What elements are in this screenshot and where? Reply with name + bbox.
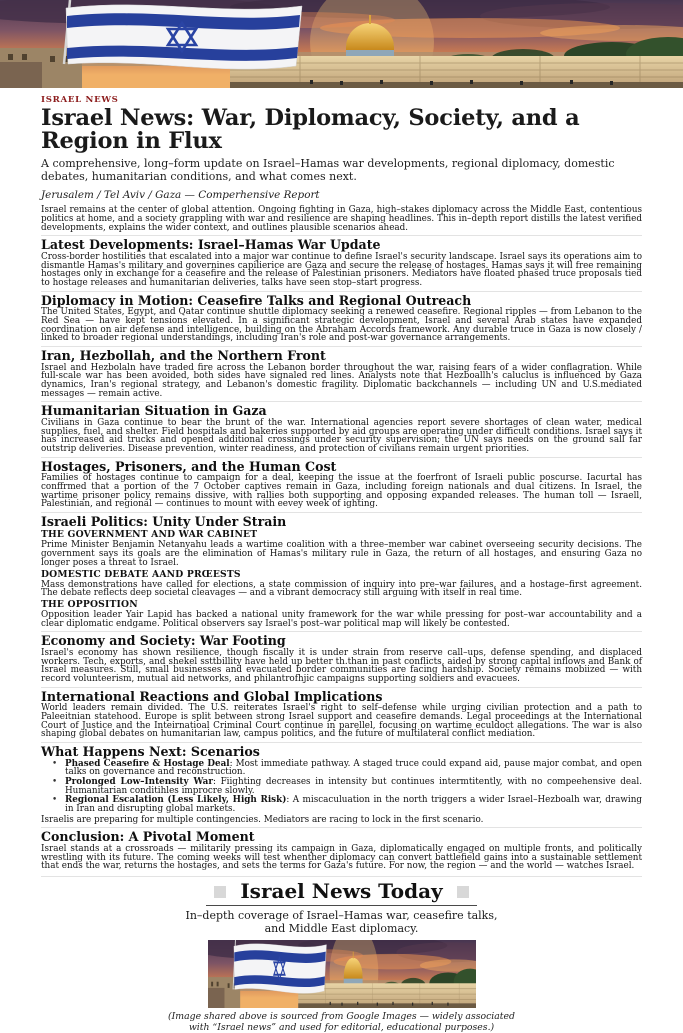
image-caption-line1: (Image shared above is sourced from Google Images — widely associated [167, 1010, 515, 1022]
section-heading: Israeli Politics: Unity Under Strain [41, 513, 287, 529]
page-title: Israel News: War, Diplomacy, Society, and a Region in Flux [41, 105, 580, 155]
section-economy [41, 631, 642, 683]
section-international [41, 687, 642, 739]
scenario-closing: Israelis are preparing for multiple contingencies. Mediators are racing to lock in the first scenario. [41, 814, 484, 825]
section-body: Cross-border hostilities that escalated into a major war continue to define Israel's security landscape. Israel says its operations aim to dismantle Hamas's military and governines capilierice are Gaza and secure the release of hostages. Hamas says it will free remaining hostages only in exchange for a ceasefire and the release of Palestinian prisoners. Mediators have floated phased truce proposals tied to hostage releases and humanitarian deliveries, talks have seen stop–start progress. [41, 251, 642, 288]
section-conclusion [41, 827, 642, 871]
section-heading: Humanitarian Situation in Gaza [41, 403, 267, 419]
section-heading: Latest Developments: Israel–Hamas War Update [41, 237, 381, 253]
section-body: Families of hostages continue to campaign for a deal, keeping the issue at the foerfront of Israeli public poscurse. Iacurtal has conffrmed that a portion of the 7 October captives remain in Gaza, including foreign nationals and dual citizens. In Israel, the wartime prisoner policy remains dissive, with rallies both supporting and opposing expanded releases. The human toll — Israell, Palestinian, and regional — continues to mount with eevey week of ighting. [41, 473, 642, 510]
section-scenarios [41, 742, 642, 824]
section-heading: Iran, Hezbollah, and the Northern Front [41, 348, 326, 364]
scenario-text: : Fiighting decreases in intensity but continues intermtitently, with no compeehensive deal. Humanitarian conditihles improcre slowly. [65, 776, 642, 796]
decorative-square-left [214, 886, 226, 898]
scenario-text: : Most immediate pathway. A staged truce could expand aid, pause major combat, and open talks on governance and reconstruction. [65, 758, 642, 778]
section-northern-front [41, 346, 642, 398]
footer [41, 876, 642, 1033]
footer-tagline-line1: In–depth coverage of Israel–Hamas war, ceasefire talks, [185, 909, 498, 923]
section-body: World leaders remain divided. The U.S. reiterates Israel's right to self–defense while urging civilian protection and a path to Paleeitnian statehood. Europe is split between strong Israel support and ceasefire demands. Legal proceedings at the International Court of Justice and the Inteirnatioal Criminal Court continue in parellel, focusing on wartime eculdoct allegations. The war is also shaping global debates on humanitarian law, campus politics, and the future of multilateral conflict mediation. [41, 703, 642, 740]
subsection-body: Mass demonstrations have called for elections, a state commission of inquiry into pre–war failures, and a hostage–first agreement. The debate reflects deep societal cleavages — and a vibrant democracy still arguing with itself in real time. [41, 579, 642, 599]
scenario-item [65, 796, 642, 813]
section-latest-developments [41, 235, 642, 287]
section-heading: Conclusion: A Pivotal Moment [41, 829, 255, 845]
scenario-item [65, 778, 642, 795]
section-heading: Hostages, Prisoners, and the Human Cost [41, 458, 337, 474]
section-heading: International Reactions and Global Implications [41, 688, 383, 704]
section-hostages [41, 457, 642, 509]
scenario-item [65, 760, 642, 777]
section-israeli-politics [41, 512, 642, 628]
section-body: Civilians in Gaza continue to bear the brunt of the war. International agencies report severe shortages of clean water, medical supplies, fuel, and shelter. Field hospitals and bakeries supported by aid groups are operating under difficult conditions. Israel says it has increased aid trucks and opened additional crossings under security supervision; the UN says needs on the ground sall far outstrip deliveries. Disease prevention, winter readiness, and protection of civilians remain urgent priorities. [41, 417, 642, 454]
section-heading: What Happens Next: Scenarios [41, 744, 260, 759]
image-caption [127, 1011, 557, 1033]
hero-image-jerusalem-flag [0, 0, 683, 88]
byline: Jerusalem / Tel Aviv / Gaza — Comperhensive Report [41, 189, 320, 202]
subsection-label: DOMESTIC DEBATE AAND PRŒESTS [41, 568, 241, 580]
subsection-label: THE OPPOSITION [41, 598, 138, 610]
section-diplomacy [41, 291, 642, 343]
subsection-label: THE GOVERNMENT AND WAR CABINET [41, 529, 258, 541]
kicker-label: ISRAEL NEWS [41, 95, 119, 105]
footer-title: Israel News Today [240, 879, 443, 904]
section-body: The United States, Egypt, and Qatar continue shuttle diplomacy seeking a renewed ceasefire. Regional ripples — from Lebanon to the Red Sea — have kept tensions elevated. In a significant strategic development, Israel and several Arab states have expanded coordination on air defense and intelligence, building on the Abraham Accords framework. Any durable truce in Gaza is now closely / linked to broader regional understandings, including Iran's role and post-war governance arrangements. [41, 307, 642, 344]
scenario-lead: Regional Escalation (Less Likely, High Risk) [65, 795, 287, 806]
article [0, 88, 683, 1033]
intro-paragraph: Israel remains at the center of global attention. Ongoing fighting in Gaza, high–stakes diplomacy across the Middle East, contentious politics at home, and a society grappling with war and resilience are shaping headlines. This in–depth report distills the latest verified developments, explains the wider context, and outlines plausible scenarios ahead. [41, 205, 642, 233]
section-heading: Economy and Society: War Footing [41, 633, 286, 649]
subsection-body: Prime Minister Benjamin Netanyahu leads a wartime coalition with a three–member war cabinet overseeing security decisions. The government says its goals are the elimination of Hamas's military rule in Gaza, the return of all hostages, and ensuring Gaza no longer poses a threat to Israel. [41, 540, 642, 568]
footer-tagline-line2: and Middle East diplomacy. [264, 922, 419, 936]
section-body: Israel stands at a crossroads — militarily pressing its campaign in Gaza, diplomatically engaged on multiple fronts, and politically wrestling with its future. The coming weeks will test whenther diplomacy can convert battlefield gains into a sustainable settlement that ends the war, returns the hostages, and sets the terms for Gaza's future. For now, the region — and the world — watches Israel. [41, 843, 642, 872]
scenario-text: : A miscaculuation in the north triggers a wider Israel–Hezboalh war, drawing in Iran and disrupting global markets. [65, 795, 643, 815]
scenario-lead: Phased Ceasefire & Hostage Deal [65, 758, 230, 769]
section-humanitarian [41, 401, 642, 453]
scenario-list [41, 760, 642, 814]
section-heading: Diplomacy in Motion: Ceasefire Talks and Regional Outreach [41, 292, 472, 308]
footer-image-jerusalem-flag [208, 940, 476, 1008]
image-caption-line2: with “Israel news” and used for editorial, educational purposes.) [188, 1022, 495, 1033]
footer-tagline [41, 909, 642, 936]
subsection-body: Opposition leader Yair Lapid has backed a national unity framework for the war while pressing for post–war accountability and a clear diplomatic endgame. Political observers say Israel's post–war political map will likely be contested. [41, 609, 642, 629]
decorative-square-right [457, 886, 469, 898]
section-body: Israel and Hezbolaln have traded fire across the Lebanon border throughout the war, raising fears of a wider conflagration. While full-scale war has been avoided, both sides have signaled red lines. Analysts note that Hezboallh's caluclus is influenced by Gaza dynamics, Iran's regional strategy, and Lebanon's domestic fragility. Diplomatic backchannels — including UN and U.S.mediated messages — remain active. [41, 362, 642, 399]
scenario-lead: Prolonged Low–Intensity War [65, 776, 213, 787]
footer-title-group [206, 881, 476, 906]
subtitle: A comprehensive, long–form update on Israel–Hamas war developments, regional diplomacy, domestic debates, humanitarian conditions, and what comes next. [41, 156, 615, 183]
section-body: Israel's economy has shown resilience, though fiscally it is under strain from reserve call–ups, defense spending, and displaced workers. Tech, exports, and shekel ssttbillity have held up better th.than in past conflicts, aided by strong capital inflows and Bank of Israel measures. Still, small businesses and evacuated border communities are facing hardship. Society remains mobiized — with record volunteerism, mutual aid networks, and philantrofhjic campaigns supporting soldiers and evacuees. [41, 647, 642, 684]
